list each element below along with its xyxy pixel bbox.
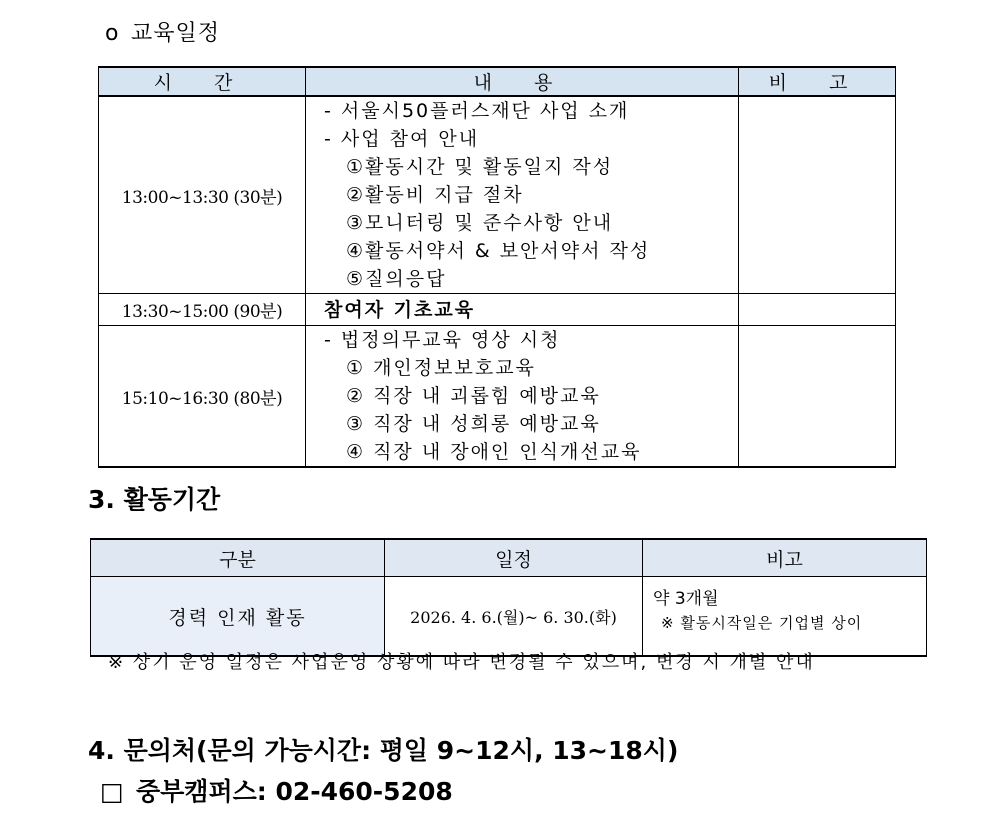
period-header-row	[91, 539, 927, 577]
content-line: ①활동시간 및 활동일지 작성	[346, 156, 614, 178]
content-line: ① 개인정보보호교육	[346, 357, 536, 379]
note-sub: ※ 활동시작일은 기업별 상이	[661, 614, 863, 632]
header-remarks: 비고	[643, 539, 927, 577]
time-cell: 13:00~13:30 (30분)	[99, 96, 306, 294]
content-line: ④활동서약서 & 보안서약서 작성	[346, 240, 651, 262]
header-category: 구분	[91, 539, 385, 577]
section3-heading: 3. 활동기간	[88, 485, 221, 514]
header-content: 내 용	[306, 67, 739, 96]
content-line: - 사업 참여 안내	[324, 128, 480, 150]
header-note: 비 고	[739, 67, 896, 96]
time-cell: 15:10~16:30 (80분)	[99, 326, 306, 468]
table-row	[91, 577, 927, 657]
content-line: ⑤질의응답	[346, 268, 447, 290]
activity-note	[643, 577, 927, 657]
content-cell	[306, 326, 739, 468]
content-line: ③ 직장 내 성희롱 예방교육	[346, 413, 601, 435]
table-row	[99, 96, 896, 294]
content-cell	[306, 96, 739, 294]
schedule-notice: ※ 상기 운영 일정은 사업운영 상황에 따라 변경될 수 있으며, 변경 시 개별 안내	[108, 652, 815, 673]
header-schedule: 일정	[385, 539, 643, 577]
contact-text: 중부캠퍼스: 02-460-5208	[136, 777, 453, 806]
time-cell: 13:30~15:00 (90분)	[99, 294, 306, 326]
content-line: ③모니터링 및 준수사항 안내	[346, 212, 614, 234]
schedule-section-title: 교육일정	[131, 21, 221, 46]
content-line: ④ 직장 내 장애인 인식개선교육	[346, 441, 642, 463]
content-line: - 서울시50플러스재단 사업 소개	[324, 100, 630, 122]
content-line: - 법정의무교육 영상 시청	[324, 329, 561, 351]
schedule-table	[98, 66, 896, 468]
contact-line	[100, 772, 453, 808]
note-cell	[739, 326, 896, 468]
section4-heading: 4. 문의처(문의 가능시간: 평일 9~12시, 13~18시)	[88, 736, 679, 765]
bullet-icon: o	[105, 21, 120, 46]
content-cell	[306, 294, 739, 326]
note-main: 약 3개월	[653, 589, 719, 609]
table-row	[99, 294, 896, 326]
content-line: ②활동비 지급 절차	[346, 184, 524, 206]
content-line: 참여자 기초교육	[324, 298, 476, 321]
header-time: 시 간	[99, 67, 306, 96]
schedule-section-heading	[105, 16, 220, 47]
note-cell	[739, 96, 896, 294]
content-line: ② 직장 내 괴롭힘 예방교육	[346, 385, 601, 407]
table-row	[99, 326, 896, 468]
activity-label: 경력 인재 활동	[91, 577, 385, 657]
schedule-header-row	[99, 67, 896, 96]
note-cell	[739, 294, 896, 326]
checkbox-square-icon: □	[100, 777, 124, 806]
activity-date: 2026. 4. 6.(월)~ 6. 30.(화)	[385, 577, 643, 657]
period-table	[90, 538, 927, 657]
